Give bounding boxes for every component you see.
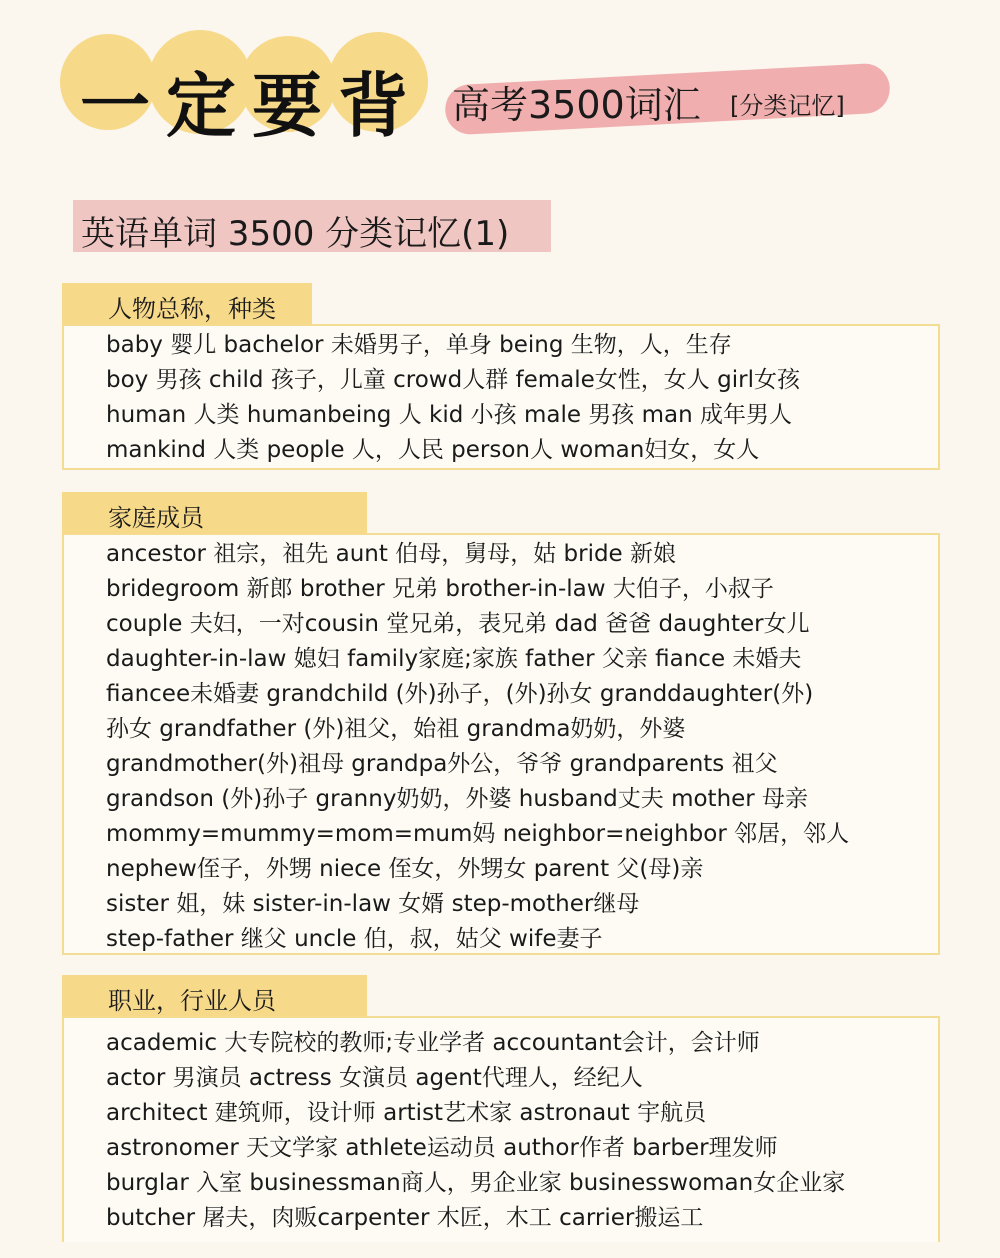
word-line: bridegroom 新郎 brother 兄弟 brother-in-law 大伯子，小叔子 [106, 576, 774, 602]
word-line: step-father 继父 uncle 伯，叔，姑父 wife妻子 [106, 926, 603, 952]
word-line: mommy=mummy=mom=mum妈 neighbor=neighbor 邻居，邻人 [106, 821, 850, 847]
category-label-text: 家庭成员 [108, 504, 204, 532]
word-line: fiancee未婚妻 grandchild (外)孙子，(外)孙女 granddaughter(外) [106, 681, 814, 707]
word-line: burglar 入室 businessman商人，男企业家 businesswoman女企业家 [106, 1170, 846, 1196]
subtitle-block [440, 62, 910, 132]
word-line: human 人类 humanbeing 人 kid 小孩 male 男孩 man 成年男人 [106, 402, 793, 428]
page-subtitle: 高考3500词汇 [452, 83, 701, 127]
page-title: 一定要背 [80, 64, 424, 147]
word-line: nephew侄子，外甥 niece 侄女，外甥女 parent 父(母)亲 [106, 856, 704, 882]
word-line: butcher 屠夫，肉贩carpenter 木匠，木工 carrier搬运工 [106, 1205, 704, 1231]
category-label-people [62, 283, 312, 325]
word-line: boy 男孩 child 孩子，儿童 crowd人群 female女性，女人 girl女孩 [106, 367, 800, 393]
subtitle-tag: [分类记忆] [730, 92, 845, 120]
category-label-occupations [62, 975, 367, 1017]
word-line: astronomer 天文学家 athlete运动员 author作者 barber理发师 [106, 1135, 778, 1161]
word-line: daughter-in-law 媳妇 family家庭;家族 father 父亲 fiance 未婚夫 [106, 646, 802, 672]
category-label-text: 人物总称，种类 [108, 295, 276, 323]
word-line: ancestor 祖宗，祖先 aunt 伯母，舅母，姑 bride 新娘 [106, 541, 677, 567]
word-line: actor 男演员 actress 女演员 agent代理人，经纪人 [106, 1065, 643, 1091]
category-box-occupations [62, 1016, 940, 1242]
word-line: academic 大专院校的教师;专业学者 accountant会计，会计师 [106, 1030, 760, 1056]
category-box-family [62, 533, 940, 955]
word-line: architect 建筑师，设计师 artist艺术家 astronaut 宇航员 [106, 1100, 707, 1126]
title-block [60, 30, 440, 147]
word-line: sister 姐，妹 sister-in-law 女婿 step-mother继母 [106, 891, 640, 917]
word-line: grandmother(外)祖母 grandpa外公，爷爷 grandparents 祖父 [106, 751, 778, 777]
section-heading [73, 200, 551, 252]
word-line: couple 夫妇，一对cousin 堂兄弟，表兄弟 dad 爸爸 daughter女儿 [106, 611, 810, 637]
word-line: 孙女 grandfather (外)祖父，始祖 grandma奶奶，外婆 [106, 716, 686, 742]
category-label-text: 职业，行业人员 [108, 987, 276, 1015]
word-line: mankind 人类 people 人，人民 person人 woman妇女，女人 [106, 437, 760, 463]
section-heading-text: 英语单词 3500 分类记忆(1) [81, 214, 510, 254]
category-box-people [62, 324, 940, 470]
word-line: grandson (外)孙子 granny奶奶，外婆 husband丈夫 mother 母亲 [106, 786, 809, 812]
category-label-family [62, 492, 367, 534]
word-line: baby 婴儿 bachelor 未婚男子，单身 being 生物，人，生存 [106, 332, 732, 358]
